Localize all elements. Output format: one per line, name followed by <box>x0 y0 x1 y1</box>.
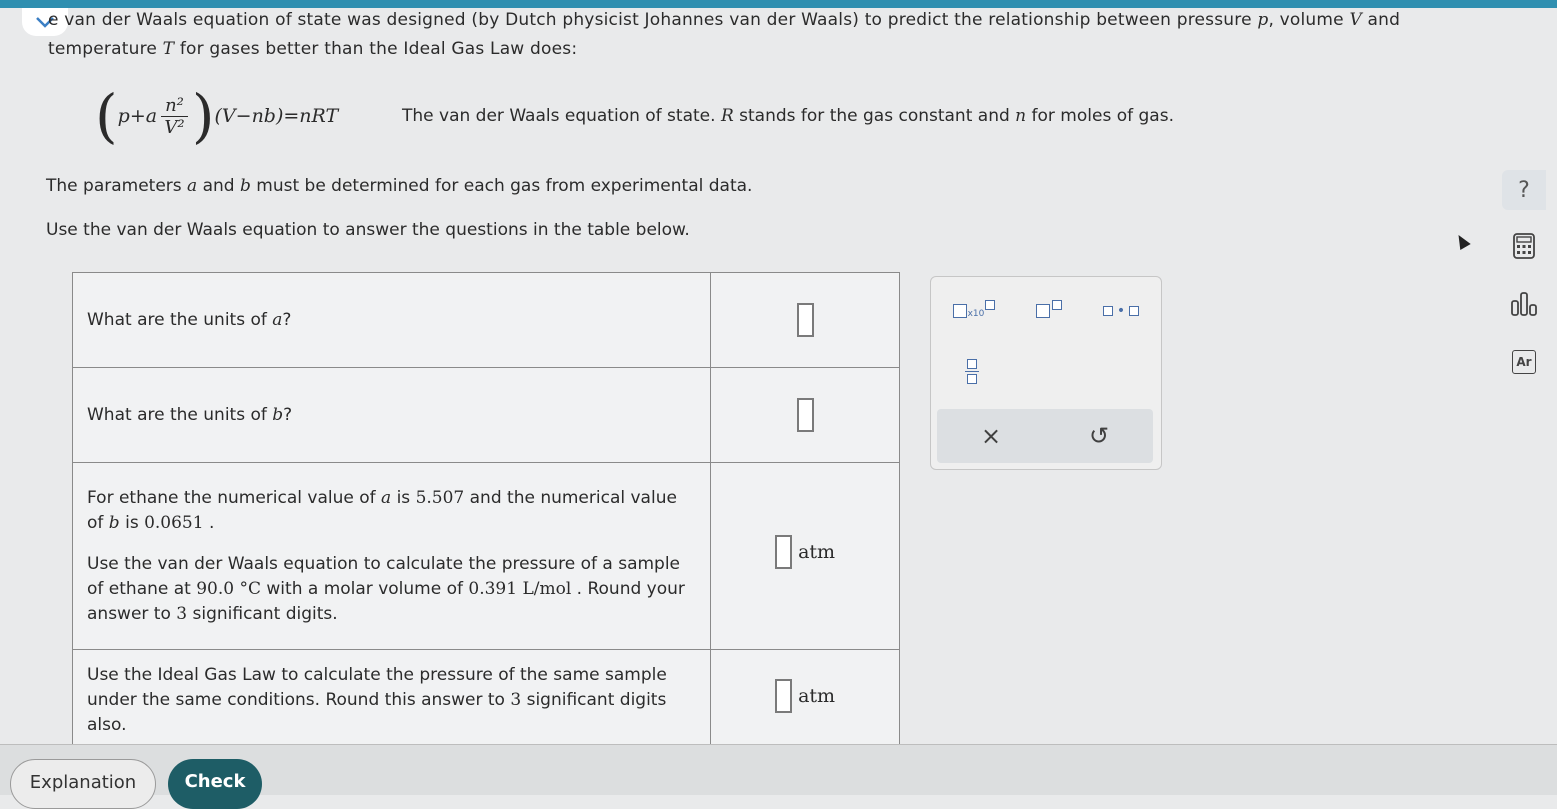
q4-a: Use the Ideal Gas Law to calculate the pressure of the same sample under the same conditions. Round this answer to <box>87 664 667 710</box>
instruction-text: Use the van der Waals equation to answer the questions in the table below. <box>46 220 690 240</box>
data-chart-button[interactable] <box>1502 286 1546 322</box>
question-units-b <box>73 368 711 463</box>
x10-label: x10 <box>967 309 985 319</box>
intro-line2: temperature <box>48 39 163 59</box>
undo-button[interactable] <box>1079 419 1119 453</box>
box-icon <box>1103 306 1113 316</box>
answer-input-ideal-pressure[interactable] <box>775 679 792 713</box>
q3-digits: 3 <box>176 603 188 624</box>
vdw-equation <box>95 76 338 156</box>
params-start: The parameters <box>46 176 188 196</box>
periodic-table-icon: Ar <box>1512 350 1536 374</box>
question-vdw-pressure <box>73 463 711 650</box>
answer-group <box>775 679 835 713</box>
q3-p2-b: with a molar volume of <box>261 578 469 599</box>
var-t: T <box>162 39 175 59</box>
intro-line1-mid: , volume <box>1268 10 1350 30</box>
q3-paragraph-2 <box>87 552 696 627</box>
caption-end: for moles of gas. <box>1026 106 1174 126</box>
q3-val-b: 0.0651 <box>144 512 204 533</box>
params-text <box>46 176 752 196</box>
intro-line2-end: for gases better than the Ideal Gas Law does: <box>174 39 578 59</box>
eq-fraction <box>161 95 188 138</box>
params-end: must be determined for each gas from experimental data. <box>250 176 753 196</box>
mouse-cursor-icon <box>1453 232 1470 250</box>
q4-digits: 3 <box>510 689 522 710</box>
answer-cell <box>711 650 900 751</box>
box-icon <box>967 359 977 369</box>
q2-var: b <box>272 404 284 425</box>
periodic-table-button[interactable] <box>1502 344 1546 380</box>
fraction-bar-icon <box>965 371 979 372</box>
box-icon <box>1036 304 1050 318</box>
exponent-button[interactable] <box>1029 297 1069 325</box>
q2-end: ? <box>283 404 293 425</box>
close-paren: ) <box>191 82 215 150</box>
answer-input-units-a[interactable] <box>797 303 814 337</box>
q3-paragraph-1 <box>87 486 696 536</box>
q2-text: What are the units of <box>87 404 273 425</box>
open-paren: ( <box>95 82 118 150</box>
q3-p1-c: and the numerical value of <box>87 487 677 533</box>
unit-atm: atm <box>798 540 836 563</box>
multiply-dot-button[interactable] <box>1097 297 1145 325</box>
params-a: a <box>187 176 198 196</box>
intro-text <box>48 6 1468 64</box>
table-row <box>73 650 900 751</box>
box-icon <box>1129 306 1139 316</box>
eq-a: a <box>145 105 158 127</box>
table-row <box>73 463 900 650</box>
intro-line1: e van der Waals equation of state was designed (by Dutch physicist Johannes van der Waals) to predict the relationship between pressure <box>48 10 1258 30</box>
help-button[interactable] <box>1502 170 1546 210</box>
q1-var: a <box>272 309 283 330</box>
question-units-a <box>73 273 711 368</box>
q1-end: ? <box>282 309 292 330</box>
q3-p1-a: For ethane the numerical value of <box>87 487 382 508</box>
eq-p: p <box>117 105 130 127</box>
answer-cell <box>711 368 900 463</box>
answer-cell <box>711 463 900 650</box>
fraction-button[interactable] <box>957 351 987 391</box>
table-row <box>73 368 900 463</box>
caption-r: R <box>720 106 734 126</box>
check-button[interactable]: Check <box>168 759 262 809</box>
q4-b: significant digits also. <box>87 689 667 735</box>
question-table <box>72 272 900 751</box>
close-icon: × <box>980 422 1002 450</box>
unit-atm: atm <box>798 684 836 707</box>
caption-mid: stands for the gas constant and <box>733 106 1016 126</box>
footer-bar <box>0 744 1557 795</box>
box-icon <box>967 374 977 384</box>
frac-numerator: n² <box>161 95 188 117</box>
q3-var-a: a <box>381 487 392 508</box>
q3-vol: 0.391 L/mol <box>468 578 572 599</box>
answer-group <box>775 535 835 569</box>
frac-denominator: V² <box>164 116 185 138</box>
q3-p2-d: significant digits. <box>187 603 338 624</box>
q3-var-b: b <box>108 512 120 533</box>
table-row <box>73 273 900 368</box>
question-ideal-pressure <box>73 650 711 751</box>
q3-p1-e: . <box>203 512 215 533</box>
question-mark-icon: ? <box>1518 177 1530 203</box>
eq-rest: (V−nb)=nRT <box>214 105 339 127</box>
params-mid: and <box>197 176 240 196</box>
equation-caption <box>402 106 1174 126</box>
q3-val-a: 5.507 <box>415 487 465 508</box>
undo-icon: ↺ <box>1088 422 1110 450</box>
caption-n: n <box>1015 106 1027 126</box>
answer-cell <box>711 273 900 368</box>
caption-start: The van der Waals equation of state. <box>402 106 721 126</box>
scientific-notation-button[interactable] <box>949 297 999 325</box>
intro-line1-end: and <box>1361 10 1401 30</box>
q3-p1-b: is <box>391 487 416 508</box>
q1-text: What are the units of <box>87 309 273 330</box>
var-v: V <box>1349 10 1362 30</box>
q3-temp: 90.0 °C <box>196 578 261 599</box>
answer-input-vdw-pressure[interactable] <box>775 535 792 569</box>
q3-p1-d: is <box>119 512 145 533</box>
calculator-button[interactable] <box>1502 228 1546 264</box>
answer-input-units-b[interactable] <box>797 398 814 432</box>
q3-p2-a: Use the van der Waals equation to calculate the pressure of a sample of ethane at <box>87 553 681 599</box>
bar-chart-icon <box>1510 291 1538 317</box>
eq-plus: + <box>129 105 146 127</box>
equation-row <box>95 76 1295 166</box>
panel-actions <box>937 409 1153 463</box>
calculator-icon <box>1512 233 1536 259</box>
math-input-panel <box>930 276 1162 470</box>
var-p: p <box>1257 10 1269 30</box>
box-icon <box>985 300 995 310</box>
dot-icon: • <box>1116 303 1126 319</box>
params-b: b <box>239 176 251 196</box>
explanation-button[interactable]: Explanation <box>10 759 156 809</box>
q3-p2-c: . Round your answer to <box>87 578 685 624</box>
clear-button[interactable] <box>971 419 1011 453</box>
box-icon <box>953 304 967 318</box>
box-icon <box>1052 300 1062 310</box>
